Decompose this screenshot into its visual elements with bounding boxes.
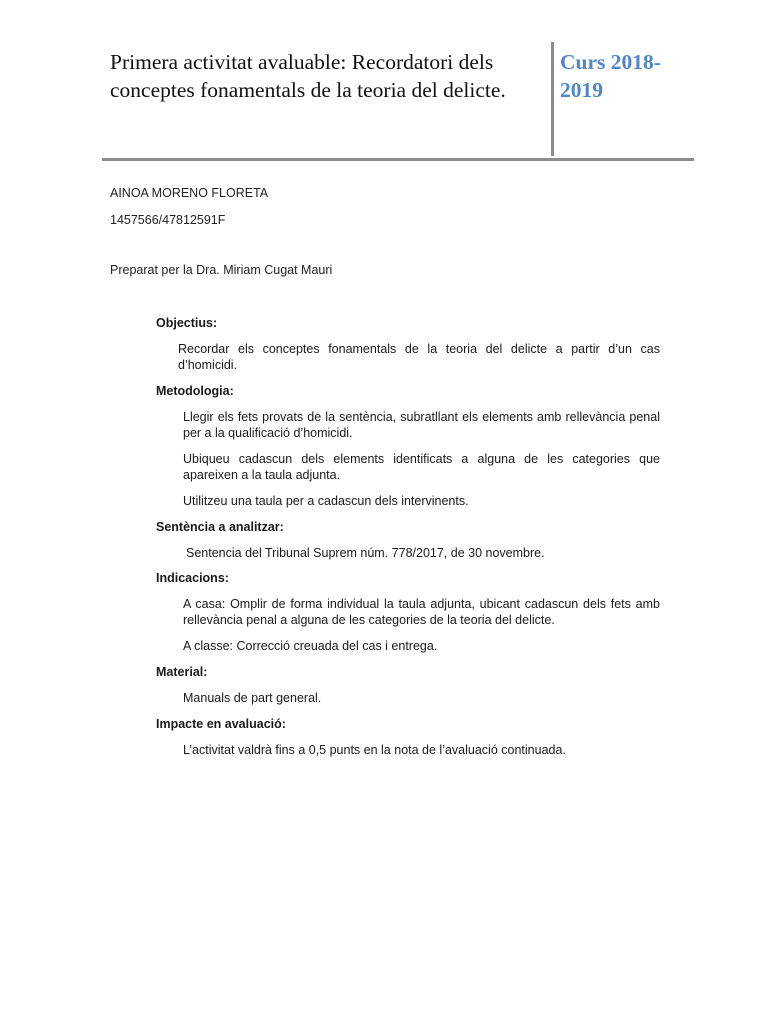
section-heading: Material: xyxy=(156,665,208,679)
section-heading: Objectius: xyxy=(156,316,218,330)
course-year: Curs 2018-2019 xyxy=(560,50,661,102)
section-paragraph: A casa: Omplir de forma individual la taula adjunta, ubicant cadascun dels fets amb rellevància penal a alguna de les categories de la teoria del delicte. xyxy=(183,597,660,627)
section-heading: Sentència a analitzar: xyxy=(156,520,284,534)
prepared-by: Preparat per la Dra. Miriam Cugat Mauri xyxy=(110,263,333,277)
section-paragraph: Ubiqueu cadascun dels elements identificats a alguna de les categories que apareixen a la taula adjunta. xyxy=(183,452,660,482)
section-metodologia xyxy=(156,383,660,519)
section-paragraph: Utilitzeu una taula per a cadascun dels intervinents. xyxy=(183,494,469,508)
student-id: 1457566/47812591F xyxy=(110,213,226,227)
header-divider xyxy=(551,42,554,156)
section-paragraph: Recordar els conceptes fonamentals de la teoria del delicte a partir d’un cas d’homicidi. xyxy=(178,342,660,372)
section-heading: Impacte en avaluació: xyxy=(156,717,286,731)
section-heading: Indicacions: xyxy=(156,571,229,585)
section-sentencia xyxy=(156,519,660,571)
section-paragraph: Sentencia del Tribunal Suprem núm. 778/2017, de 30 novembre. xyxy=(186,546,545,560)
section-paragraph: Llegir els fets provats de la sentència, subratllant els elements amb rellevància penal per a la qualificació d’homicidi. xyxy=(183,410,660,440)
author-name: AINOA MORENO FLORETA xyxy=(110,186,269,200)
section-indicacions xyxy=(156,570,660,664)
section-paragraph: Manuals de part general. xyxy=(183,691,322,705)
section-impacte xyxy=(156,716,660,768)
section-paragraph: L’activitat valdrà fins a 0,5 punts en la nota de l’avaluació continuada. xyxy=(183,743,566,757)
section-objectius xyxy=(156,315,660,383)
section-paragraph: A classe: Correcció creuada del cas i entrega. xyxy=(183,639,438,653)
section-heading: Metodologia: xyxy=(156,384,234,398)
document-header xyxy=(102,42,694,161)
section-material xyxy=(156,664,660,716)
document-title: Primera activitat avaluable: Recordatori dels conceptes fonamentals de la teoria del delicte. xyxy=(110,50,506,102)
